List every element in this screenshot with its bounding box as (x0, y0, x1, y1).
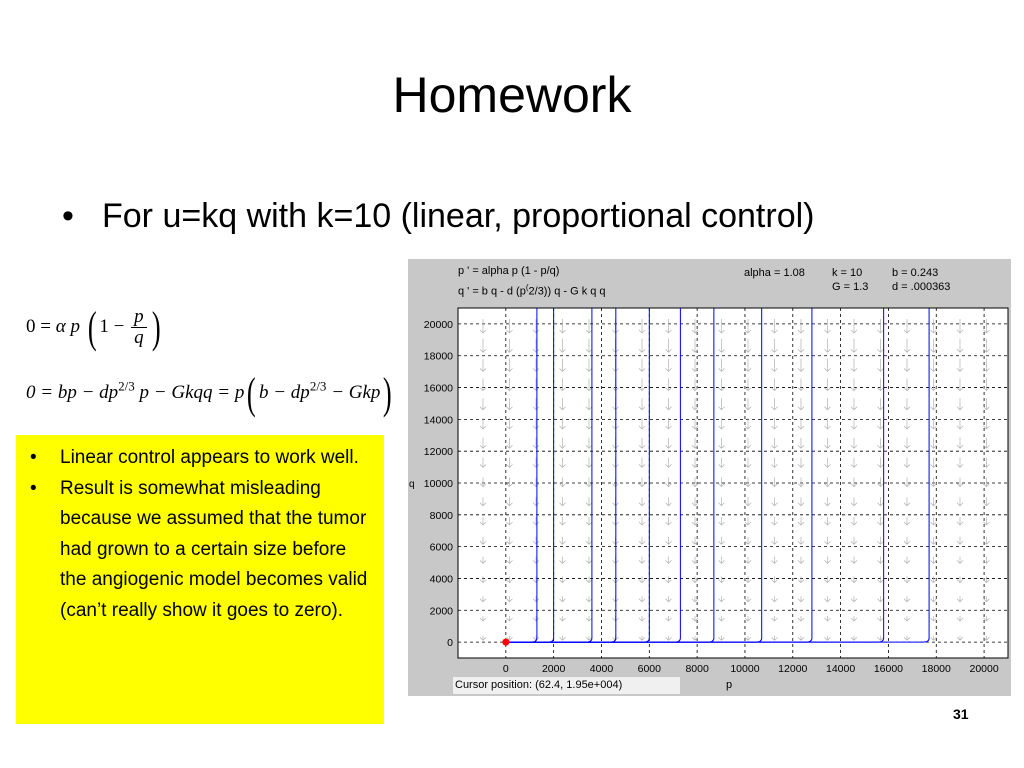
plot-area (458, 308, 1008, 658)
y-tick-label: 6000 (429, 541, 453, 554)
x-tick-label: 6000 (637, 663, 661, 675)
param-alpha: alpha = 1.08 (744, 267, 805, 279)
x-tick-label: 18000 (921, 663, 951, 675)
param-k: k = 10 (832, 267, 863, 279)
x-axis-label: p (726, 679, 733, 691)
eq2-inner: b − dp (258, 381, 310, 403)
equation-1 (26, 302, 163, 353)
eq1-close-paren: ) (151, 303, 161, 352)
note-bullet-dot: • (30, 447, 37, 468)
equation-2 (26, 368, 395, 419)
x-tick-label: 4000 (589, 663, 614, 675)
bullet-dot: • (62, 197, 74, 235)
y-tick-label: 0 (447, 637, 453, 650)
x-tick-label: 12000 (778, 663, 808, 675)
eq1-alpha: α (55, 315, 66, 337)
x-tick-label: 10000 (730, 663, 760, 675)
note-item-text: Linear control appears to work well. (60, 447, 359, 468)
eq-q-part2: 2/3)) q - G k q q (528, 285, 606, 298)
x-tick-label: 2000 (541, 663, 566, 675)
eq1-frac-num: p (134, 306, 144, 327)
eq1-p: p (70, 315, 80, 337)
eq2-part1: 0 = bp − dp (26, 381, 119, 403)
main-bullet-text: For u=kq with k=10 (linear, proportional control) (102, 197, 815, 235)
phase-plane-plot[interactable] (408, 259, 1011, 696)
note-item-2 (28, 474, 374, 627)
note-item-1 (28, 443, 374, 474)
note-box (16, 435, 384, 724)
slide-title: Homework (392, 67, 632, 123)
y-tick-label: 10000 (423, 478, 453, 490)
x-tick-label: 8000 (685, 663, 709, 675)
param-G: G = 1.3 (832, 281, 869, 293)
equation-p-prime: p ' = alpha p (1 - p/q) (458, 265, 560, 277)
eq2-part2: p − Gkqq = p (139, 381, 245, 403)
eq2-exp2: 2/3 (309, 378, 327, 394)
page-number: 31 (953, 706, 969, 722)
eq-q-sup: ( (525, 283, 529, 292)
eq1-open-paren: ( (87, 303, 97, 352)
y-axis-label: q (409, 479, 415, 490)
eq2-exp1: 2/3 (118, 378, 135, 394)
x-tick-label: 14000 (826, 663, 856, 675)
y-tick-label: 12000 (423, 446, 453, 459)
eq1-fraction (131, 307, 147, 348)
y-tick-label: 8000 (429, 509, 453, 522)
param-d: d = .000363 (892, 281, 951, 293)
x-tick-label: 16000 (873, 663, 904, 675)
param-b: b = 0.243 (892, 267, 939, 279)
note-item-text: Result is somewhat misleading because we assumed that the tumor had grown to a certain size before the angiogenic model becomes valid (can’t really show it goes to zero). (60, 477, 368, 621)
y-tick-label: 16000 (423, 382, 453, 395)
eq1-lhs: 0 = (26, 315, 56, 337)
eq2-close-paren: ) (383, 369, 393, 418)
eq-q-part1: q ' = b q - d (p (458, 285, 526, 298)
y-tick-label: 18000 (423, 350, 453, 363)
y-tick-label: 20000 (423, 318, 453, 331)
eq2-tail: − Gkp (326, 381, 381, 403)
x-tick-label: 0 (502, 663, 509, 675)
y-tick-label: 4000 (429, 573, 453, 586)
equilibrium-marker (502, 639, 509, 646)
pplane-window (408, 259, 1011, 696)
note-bullet-dot: • (30, 477, 37, 499)
eq2-open-paren: ( (247, 369, 257, 418)
cursor-position-readout: Cursor position: (62.4, 1.95e+004) (453, 677, 680, 694)
eq1-one-minus: 1 − (99, 315, 125, 337)
eq1-frac-den: q (134, 327, 144, 348)
y-tick-label: 14000 (423, 414, 453, 427)
x-tick-label: 20000 (969, 663, 999, 675)
y-tick-label: 2000 (429, 605, 453, 618)
